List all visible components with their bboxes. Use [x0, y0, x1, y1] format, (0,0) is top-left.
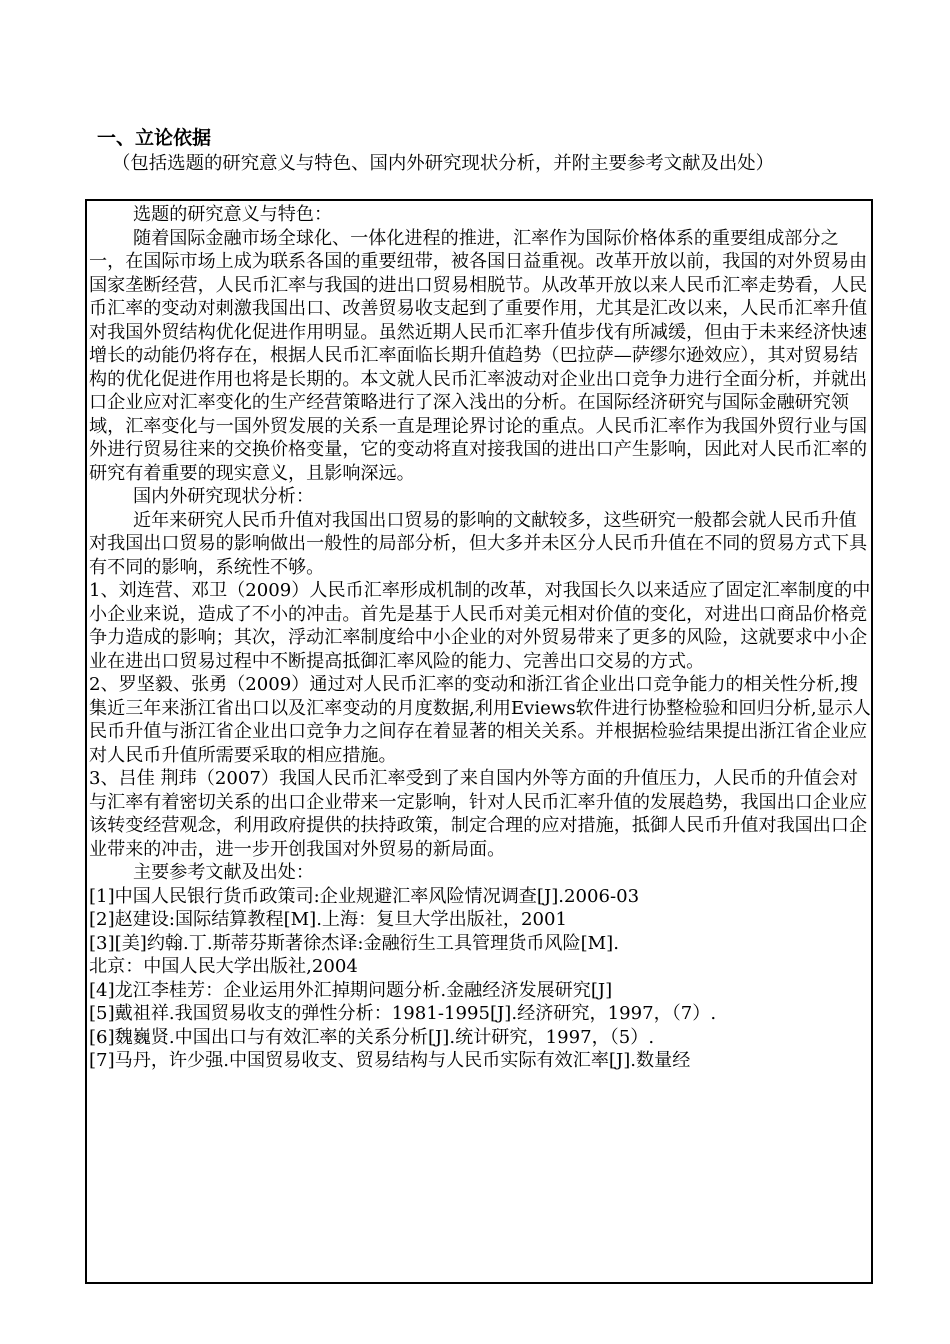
- section-subtitle: （包括选题的研究意义与特色、国内外研究现状分析，并附主要参考文献及出处）: [112, 153, 775, 174]
- reference-item: 北京：中国人民大学出版社,2004: [89, 956, 358, 977]
- literature-item-1: 1、刘连营、邓卫（2009）人民币汇率形成机制的改革，对我国长久以来适应了固定汇率制度的中小企业来说，造成了不小的冲击。首先是基于人民币对美元相对价值的变化，对进出口商品价格竞争力造成的影响；其次，浮动汇率制度给中小企业的对外贸易带来了更多的风险，这就要求中小企业在进出口贸易过程中不断提高抵御汇率风险的能力、完善出口交易的方式。: [89, 580, 871, 672]
- significance-title: 选题的研究意义与特色：: [133, 204, 333, 225]
- research-status-paragraph: 近年来研究人民币升值对我国出口贸易的影响的文献较多，这些研究一般都会就人民币升值对我国出口贸易的影响做出一般性的局部分析，但大多并未区分人民币升值在不同的贸易方式下具有不同的影响，系统性不够。: [89, 509, 868, 578]
- reference-item: [7]马丹，许少强.中国贸易收支、贸易结构与人民币实际有效汇率[J].数量经: [89, 1050, 691, 1071]
- reference-item: [4]龙江李桂芳：企业运用外汇掉期问题分析.金融经济发展研究[J]: [89, 979, 613, 1001]
- reference-item: [1]中国人民银行货币政策司:企业规避汇率风险情况调查[J].2006-03: [89, 885, 640, 907]
- references-title: 主要参考文献及出处：: [133, 862, 314, 883]
- significance-paragraph: 随着国际金融市场全球化、一体化进程的推进，汇率作为国际价格体系的重要组成部分之一，在国际市场上成为联系各国的重要纽带，被各国日益重视。改革开放以前，我国的对外贸易由国家垄断经营，人民币汇率与我国的进出口贸易相脱节。从改革开放以来人民币汇率走势看，人民币汇率的变动对刺激我国出口、改善贸易收支起到了重要作用，尤其是汇改以来，人民币汇率升值对我国外贸结构优化促进作用明显。虽然近期人民币汇率升值步伐有所减缓，但由于未来经济快速增长的动能仍将存在，根据人民币汇率面临长期升值趋势（巴拉萨—萨缪尔逊效应），其对贸易结构的优化促进作用也将是长期的。本文就人民币汇率波动对企业出口竞争力进行全面分析，并就出口企业应对汇率变化的生产经营策略进行了深入浅出的分析。在国际经济研究与国际金融研究领域，汇率变化与一国外贸发展的关系一直是理论界讨论的重点。人民币汇率作为我国外贸行业与国外进行贸易往来的交换价格变量，它的变动将直对接我国的进出口产生影响，因此对人民币汇率的研究有着重要的现实意义，且影响深远。: [89, 227, 868, 484]
- reference-item: [2]赵建设:国际结算教程[M].上海：复旦大学出版社，2001: [89, 909, 568, 930]
- section-heading: 一、立论依据: [97, 127, 212, 149]
- reference-item: [6]魏巍贤.中国出口与有效汇率的关系分析[J].统计研究，1997，（5）.: [89, 1026, 655, 1048]
- reference-item: [3][美]约翰.丁.斯蒂芬斯著徐杰译:金融衍生工具管理货币风险[M].: [89, 932, 619, 954]
- literature-item-3: 3、吕佳 荆玮（2007）我国人民币汇率受到了来自国内外等方面的升值压力，人民币的升值会对与汇率有着密切关系的出口企业带来一定影响，针对人民币汇率升值的发展趋势，我国出口企业应该转变经营观念，利用政府提供的扶持政策，制定合理的应对措施，抵御人民币升值对我国出口企业带来的冲击，进一步开创我国对外贸易的新局面。: [89, 768, 868, 860]
- reference-item: [5]戴祖祥.我国贸易收支的弹性分析：1981-1995[J].经济研究，1997，（7）.: [89, 1003, 717, 1024]
- content-box: [85, 199, 873, 1284]
- research-status-title: 国内外研究现状分析：: [133, 486, 314, 507]
- literature-item-2: 2、罗坚毅、张勇（2009）通过对人民币汇率的变动和浙江省企业出口竞争能力的相关性分析,搜集近三年来浙江省出口以及汇率变动的月度数据,利用Eviews软件进行协整检验和回归分析,显示人民币升值与浙江省企业出口竞争力之间存在着显著的相关关系。并根据检验结果提出浙江省企业应对人民币升值所需要采取的相应措施。: [89, 674, 871, 766]
